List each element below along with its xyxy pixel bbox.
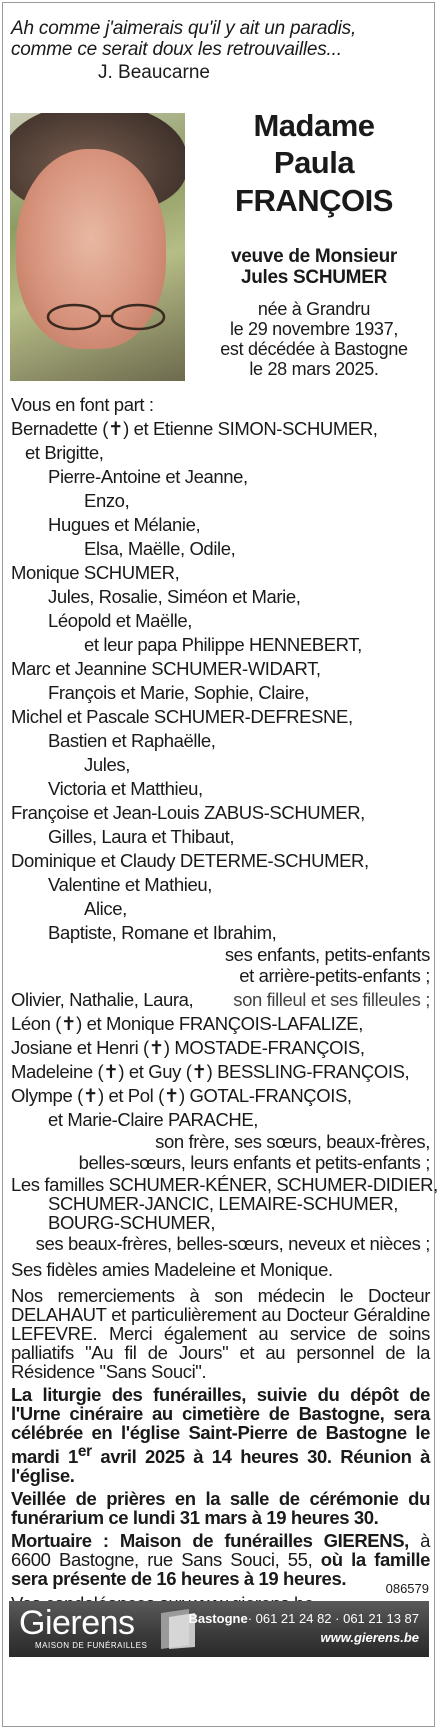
family-line: Victoria et Matthieu, bbox=[48, 778, 203, 799]
family-line: Alice, bbox=[84, 898, 127, 919]
mortuary-paragraph: Mortuaire : Maison de funérailles GIERENS, à 6600 Bastogne, rue Sans Souci, 55, où la famille sera présente de 16 heures à 19 heures. bbox=[11, 1530, 430, 1590]
family-line: Jules, bbox=[84, 754, 130, 775]
families-line: BOURG-SCHUMER, bbox=[48, 1212, 216, 1233]
friends-line: Ses fidèles amies Madeleine et Monique. bbox=[11, 1259, 333, 1280]
sibling-summary: son frère, ses sœurs, beaux-frères, bbox=[155, 1131, 430, 1152]
epigraph-quote: Ah comme j'aimerais qu'il y ait un paradis, comme ce serait doux les retrouvailles... bbox=[11, 18, 357, 60]
thanks-paragraph: Nos remerciements à son médecin le Docteur DELAHAUT et particulièrement au Docteur Géraldine LEFEVRE. Merci également au service de soins palliatifs "Au fil de Jours" et au personnel de la Résidence "Sans Souci". bbox=[11, 1285, 430, 1382]
sibling-summary: belles-sœurs, leurs enfants et petits-enfants ; bbox=[78, 1152, 430, 1173]
glasses-graphic bbox=[38, 303, 178, 333]
family-line: Monique SCHUMER, bbox=[11, 562, 180, 583]
family-line: Françoise et Jean-Louis ZABUS-SCHUMER, bbox=[11, 802, 365, 823]
epigraph-author: J. Beaucarne bbox=[98, 62, 210, 83]
sibling-line: Madeleine (✝) et Guy (✝) BESSLING-FRANÇOIS, bbox=[11, 1061, 410, 1082]
family-line: Jules, Rosalie, Siméon et Marie, bbox=[48, 586, 301, 607]
family-line: Hugues et Mélanie, bbox=[48, 514, 201, 535]
brand-subtitle: MAISON DE FUNÉRAILLES bbox=[35, 1641, 148, 1650]
family-line: et Brigitte, bbox=[25, 442, 104, 463]
birth-death-info: née à Grandru le 29 novembre 1937, est décédée à Bastogne le 28 mars 2025. bbox=[220, 299, 408, 379]
sibling-line: Olympe (✝) et Pol (✝) GOTAL-FRANÇOIS, bbox=[11, 1085, 352, 1106]
widow-of: veuve de Monsieur Jules SCHUMER bbox=[231, 246, 397, 288]
reference-number: 086579 bbox=[385, 1581, 429, 1596]
family-line: Enzo, bbox=[84, 490, 130, 511]
sibling-line: Léon (✝) et Monique FRANÇOIS-LAFALIZE, bbox=[11, 1013, 363, 1034]
families-line: Les familles SCHUMER-KÉNER, SCHUMER-DIDIER, bbox=[11, 1174, 438, 1195]
funeral-home-banner bbox=[9, 1601, 429, 1657]
families-summary: ses beaux-frères, belles-sœurs, neveux et nièces ; bbox=[35, 1233, 430, 1254]
family-line: Michel et Pascale SCHUMER-DEFRESNE, bbox=[11, 706, 353, 727]
family-line: Dominique et Claudy DETERME-SCHUMER, bbox=[11, 850, 369, 871]
vigil-paragraph: Veillée de prières en la salle de cérémonie du funérarium ce lundi 31 mars à 19 heures 30. bbox=[11, 1488, 430, 1529]
family-line: Bastien et Raphaëlle, bbox=[48, 730, 216, 751]
family-line: Valentine et Mathieu, bbox=[48, 874, 213, 895]
portrait-photo bbox=[10, 113, 185, 381]
intro-line: Vous en font part : bbox=[11, 394, 154, 415]
family-line: Elsa, Maëlle, Odile, bbox=[84, 538, 236, 559]
godchildren-line: Olivier, Nathalie, Laura, son filleul et ses filleules ; bbox=[11, 989, 430, 1010]
family-line: et leur papa Philippe HENNEBERT, bbox=[84, 634, 362, 655]
family-line: Bernadette (✝) et Etienne SIMON-SCHUMER, bbox=[11, 418, 378, 439]
brand-logo-text: Gierens bbox=[19, 1604, 135, 1642]
family-summary: et arrière-petits-enfants ; bbox=[239, 965, 430, 986]
family-line: Gilles, Laura et Thibaut, bbox=[48, 826, 235, 847]
sibling-line: Josiane et Henri (✝) MOSTADE-FRANÇOIS, bbox=[11, 1037, 365, 1058]
family-line: Pierre-Antoine et Jeanne, bbox=[48, 466, 248, 487]
family-summary: ses enfants, petits-enfants bbox=[224, 944, 430, 965]
deceased-name-block bbox=[196, 108, 432, 220]
liturgy-paragraph: La liturgie des funérailles, suivie du dépôt de l'Urne cinéraire au cimetière de Bastogne, sera célébrée en l'église Saint-Pierre de Bastogne le mardi 1er avril 2025 à 14 heures 30. Réunion à l'église. bbox=[11, 1384, 430, 1487]
family-line: Marc et Jeannine SCHUMER-WIDART, bbox=[11, 658, 321, 679]
first-name: Paula bbox=[273, 145, 355, 180]
family-line: Baptiste, Romane et Ibrahim, bbox=[48, 922, 277, 943]
sibling-line: et Marie-Claire PARACHE, bbox=[48, 1109, 259, 1130]
contact-phones: Bastogne· 061 21 24 82 · 061 21 13 87 bbox=[188, 1611, 419, 1626]
honorific: Madame bbox=[253, 108, 375, 143]
last-name: FRANÇOIS bbox=[235, 183, 393, 218]
family-line: François et Marie, Sophie, Claire, bbox=[48, 682, 309, 703]
announcement-body bbox=[11, 393, 438, 1616]
family-line: Léopold et Maëlle, bbox=[48, 610, 192, 631]
families-line: SCHUMER-JANCIC, LEMAIRE-SCHUMER, bbox=[48, 1193, 399, 1214]
website-link[interactable]: www.gierens.be bbox=[320, 1630, 419, 1645]
